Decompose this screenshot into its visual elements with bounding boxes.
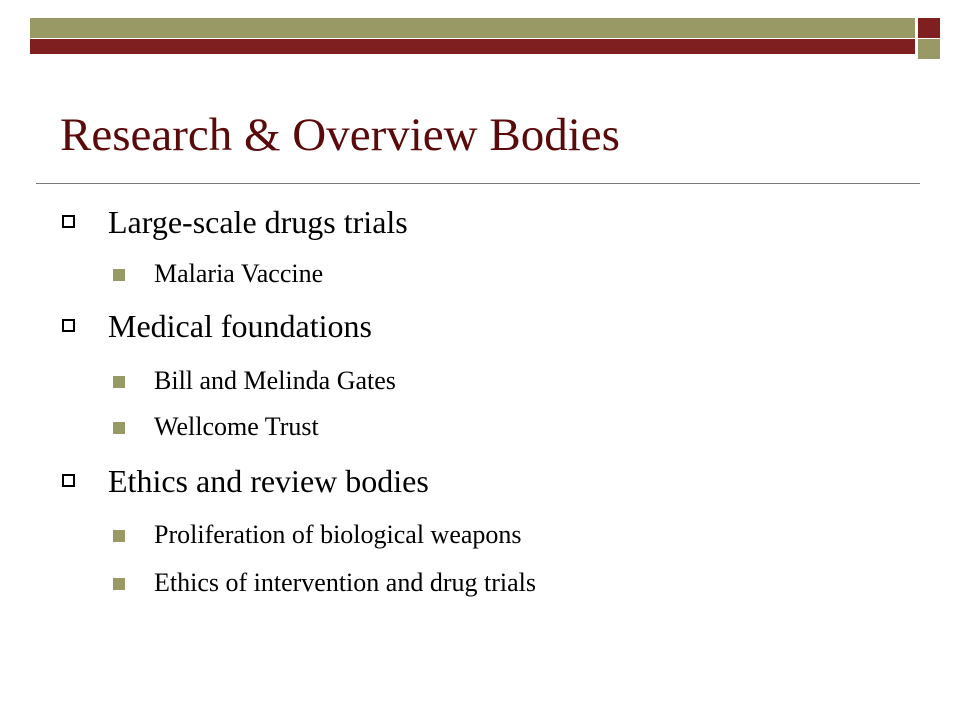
square-bullet-icon	[113, 422, 125, 434]
header-band-olive	[30, 18, 915, 38]
sub-bullet-label: Ethics of intervention and drug trials	[154, 568, 536, 597]
sub-bullet-label: Wellcome Trust	[154, 412, 319, 441]
header-square-maroon	[918, 18, 940, 38]
square-bullet-icon	[113, 269, 125, 281]
sub-bullet-label: Malaria Vaccine	[154, 259, 324, 288]
square-bullet-icon	[113, 530, 125, 542]
square-bullet-icon	[113, 376, 125, 388]
hollow-square-bullet-icon	[62, 474, 75, 487]
sub-bullet-label: Proliferation of biological weapons	[154, 520, 522, 549]
header-square-olive	[918, 39, 940, 59]
square-bullet-icon	[113, 578, 125, 590]
sub-bullet-label: Bill and Melinda Gates	[154, 366, 396, 395]
hollow-square-bullet-icon	[62, 319, 75, 332]
slide-title: Research & Overview Bodies	[60, 109, 620, 161]
header-band-maroon	[30, 39, 915, 54]
hollow-square-bullet-icon	[62, 215, 75, 228]
bullet-label: Ethics and review bodies	[108, 463, 429, 499]
bullet-label: Medical foundations	[108, 308, 372, 344]
bullet-label: Large-scale drugs trials	[108, 204, 408, 240]
title-divider	[36, 183, 920, 184]
